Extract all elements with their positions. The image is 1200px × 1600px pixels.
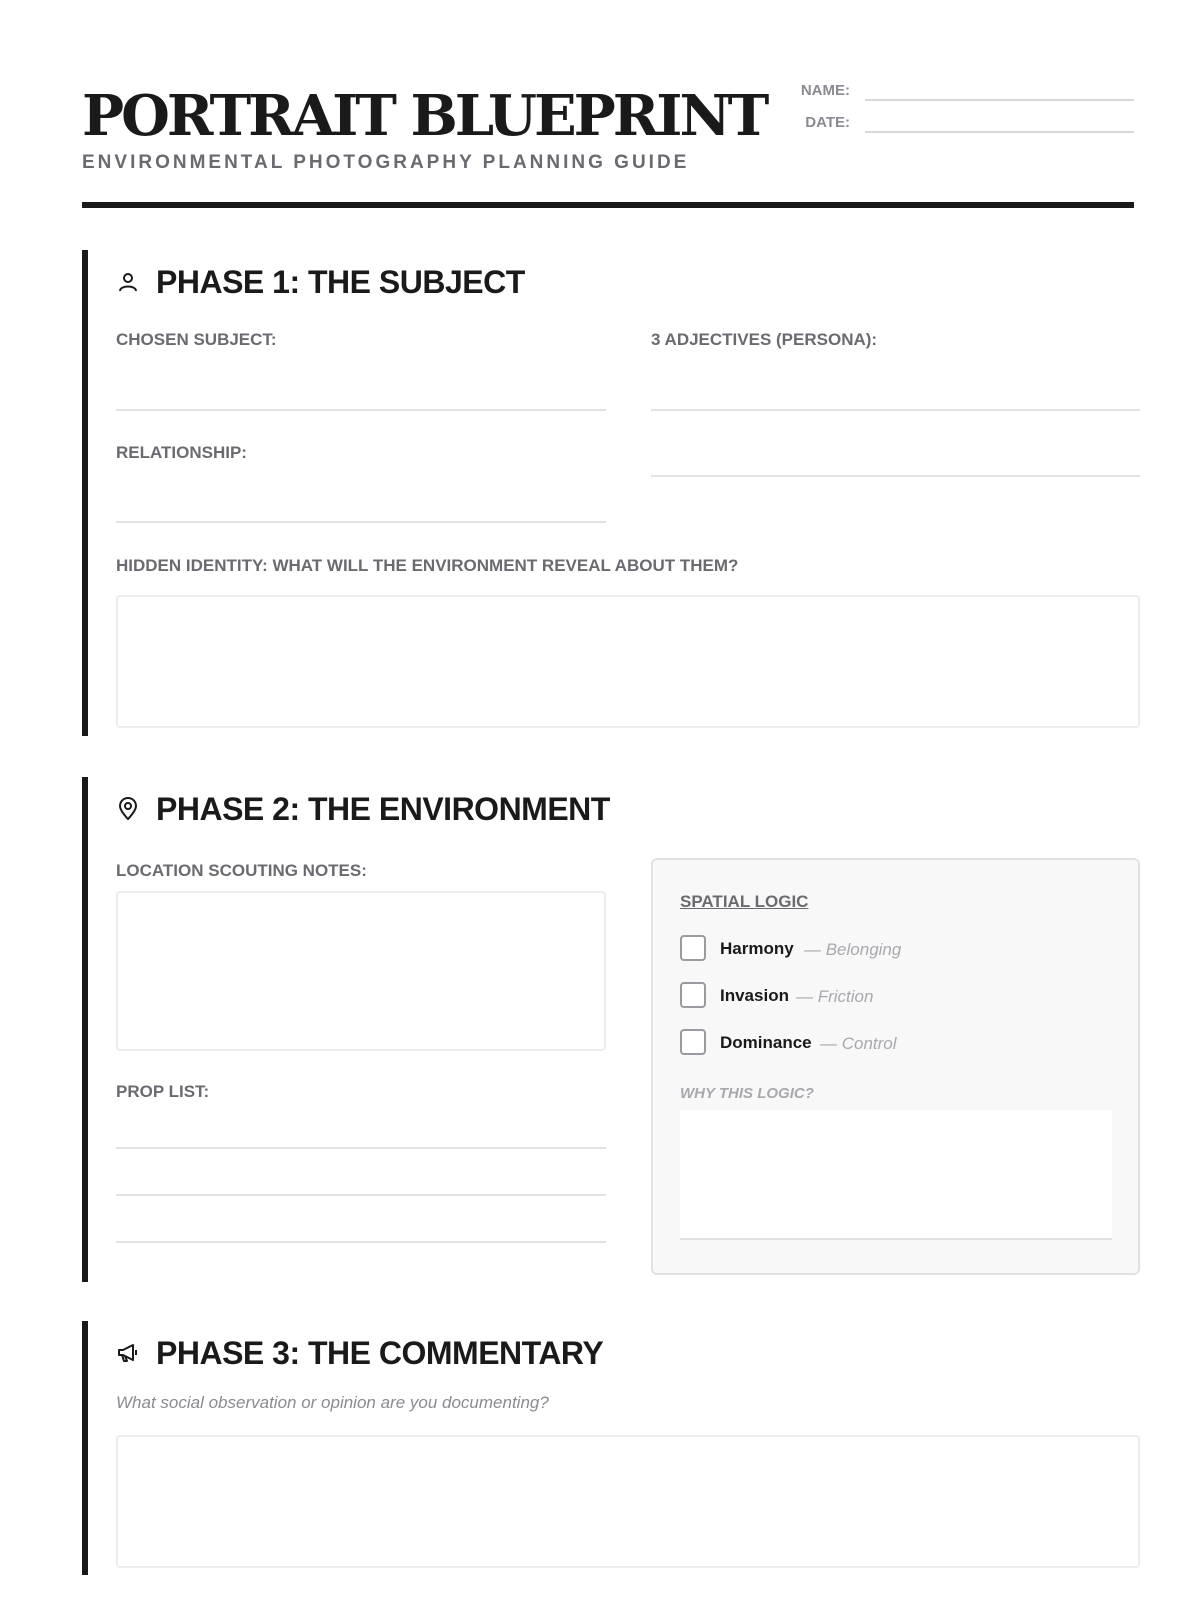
name-field[interactable] [865,99,1134,101]
relationship-field[interactable] [116,521,606,523]
header-divider [82,202,1134,208]
dominance-checkbox[interactable] [680,1029,706,1055]
prop-list-field-3[interactable] [116,1241,606,1243]
phase-1-section [82,250,1134,736]
prop-list-label: PROP LIST: [116,1082,210,1101]
invasion-option-desc: — Friction [796,987,874,1006]
why-logic-label: WHY THIS LOGIC? [680,1085,814,1102]
harmony-option[interactable] [680,935,1100,963]
user-icon [116,270,140,294]
map-pin-icon [116,797,140,821]
harmony-checkbox[interactable] [680,935,706,961]
phase-1-title: PHASE 1: THE SUBJECT [156,264,525,300]
phase-3-section [82,1321,1134,1575]
spatial-logic-panel [651,858,1140,1275]
invasion-option[interactable] [680,982,1100,1010]
page-subtitle: ENVIRONMENTAL PHOTOGRAPHY PLANNING GUIDE [82,152,690,173]
commentary-prompt: What social observation or opinion are you documenting? [116,1393,549,1412]
phase-2-section [82,777,1134,1282]
page-header [82,80,1134,210]
page-title: PORTRAIT BLUEPRINT [82,83,767,149]
megaphone-icon [116,1341,140,1365]
dominance-option-label: Dominance [720,1033,812,1052]
relationship-label: RELATIONSHIP: [116,443,247,462]
spatial-logic-title: SPATIAL LOGIC [680,892,809,911]
chosen-subject-label: CHOSEN SUBJECT: [116,330,277,349]
hidden-identity-label: HIDDEN IDENTITY: WHAT WILL THE ENVIRONMENT REVEAL ABOUT THEM? [116,556,739,575]
phase-2-title: PHASE 2: THE ENVIRONMENT [156,791,610,827]
prop-list-field-1[interactable] [116,1147,606,1149]
harmony-option-desc: — Belonging [804,940,902,959]
phase-3-title: PHASE 3: THE COMMENTARY [156,1335,604,1371]
commentary-field[interactable] [116,1435,1140,1568]
name-row [782,82,1134,102]
invasion-checkbox[interactable] [680,982,706,1008]
chosen-subject-field[interactable] [116,409,606,411]
hidden-identity-field[interactable] [116,595,1140,728]
date-row [782,114,1134,134]
dominance-option[interactable] [680,1029,1100,1057]
why-logic-field[interactable] [680,1110,1112,1240]
adjectives-field-2[interactable] [651,475,1140,477]
prop-list-field-2[interactable] [116,1194,606,1196]
adjectives-label: 3 ADJECTIVES (PERSONA): [651,330,878,349]
date-field[interactable] [865,131,1134,133]
dominance-option-desc: — Control [820,1034,897,1053]
invasion-option-label: Invasion [720,986,789,1005]
scouting-notes-field[interactable] [116,891,606,1051]
scouting-notes-label: LOCATION SCOUTING NOTES: [116,861,367,880]
harmony-option-label: Harmony [720,939,794,958]
adjectives-field-1[interactable] [651,409,1140,411]
name-label: NAME: [800,82,850,99]
date-label: DATE: [805,114,850,131]
